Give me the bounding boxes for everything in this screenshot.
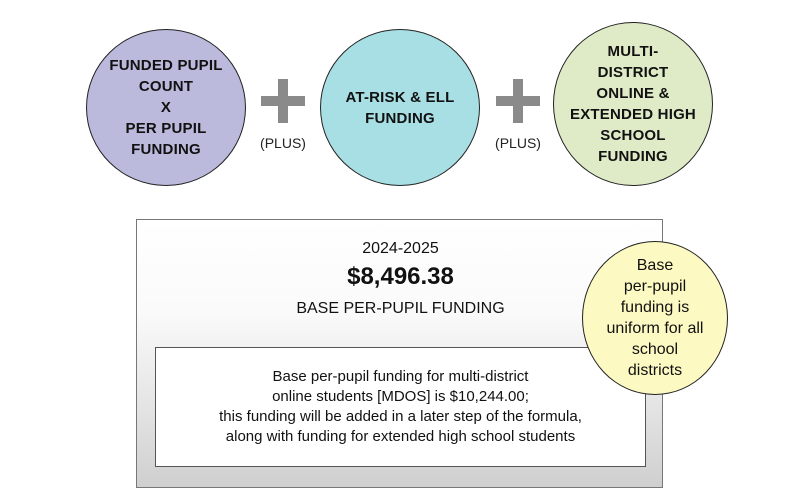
circle-label-line: EXTENDED HIGH <box>570 106 696 123</box>
callout-line: Base <box>636 257 674 274</box>
circle-label-line: ONLINE & <box>596 85 670 102</box>
callout-line: uniform for all <box>606 320 704 337</box>
plus-label: (PLUS) <box>495 135 541 151</box>
circle-label-line: PER PUPIL <box>125 120 207 137</box>
plus-label: (PLUS) <box>260 135 306 151</box>
circle-label-line: FUNDING <box>598 148 668 165</box>
circle-label-line: FUNDED PUPIL <box>109 57 223 74</box>
base-funding-amount: $8,496.38 <box>347 263 454 290</box>
circle-label-line: DISTRICT <box>597 64 669 81</box>
funded-pupil-count-circle <box>86 29 246 186</box>
base-funding-label: BASE PER-PUPIL FUNDING <box>296 300 505 317</box>
mdos-note-line: along with funding for extended high school students <box>225 428 576 445</box>
plus-icon <box>261 79 305 123</box>
mdos-note-line: this funding will be added in a later step of the formula, <box>219 408 582 425</box>
uniform-funding-callout <box>582 241 728 395</box>
mdos-note-line: online students [MDOS] is $10,244.00; <box>272 388 529 405</box>
callout-line: per-pupil <box>623 278 687 295</box>
circle-label-line: FUNDING <box>365 109 435 127</box>
callout-line: districts <box>627 362 683 379</box>
multi-district-online-funding-circle <box>553 22 713 186</box>
mdos-note-box <box>155 347 646 467</box>
circle-label-line: AT-RISK & ELL <box>345 88 455 106</box>
mdos-note-line: Base per-pupil funding for multi-district <box>272 368 529 385</box>
callout-line: school <box>631 341 679 358</box>
circle-label-line: COUNT <box>138 78 194 95</box>
at-risk-ell-funding-circle <box>320 29 480 186</box>
circle-label-line: FUNDING <box>131 141 201 158</box>
circle-label-line: MULTI- <box>607 43 659 60</box>
callout-line: funding is <box>620 299 690 316</box>
circle-label-line: SCHOOL <box>600 127 666 144</box>
plus-icon <box>496 79 540 123</box>
funding-year: 2024-2025 <box>362 240 439 257</box>
circle-label-line: X <box>160 99 172 116</box>
